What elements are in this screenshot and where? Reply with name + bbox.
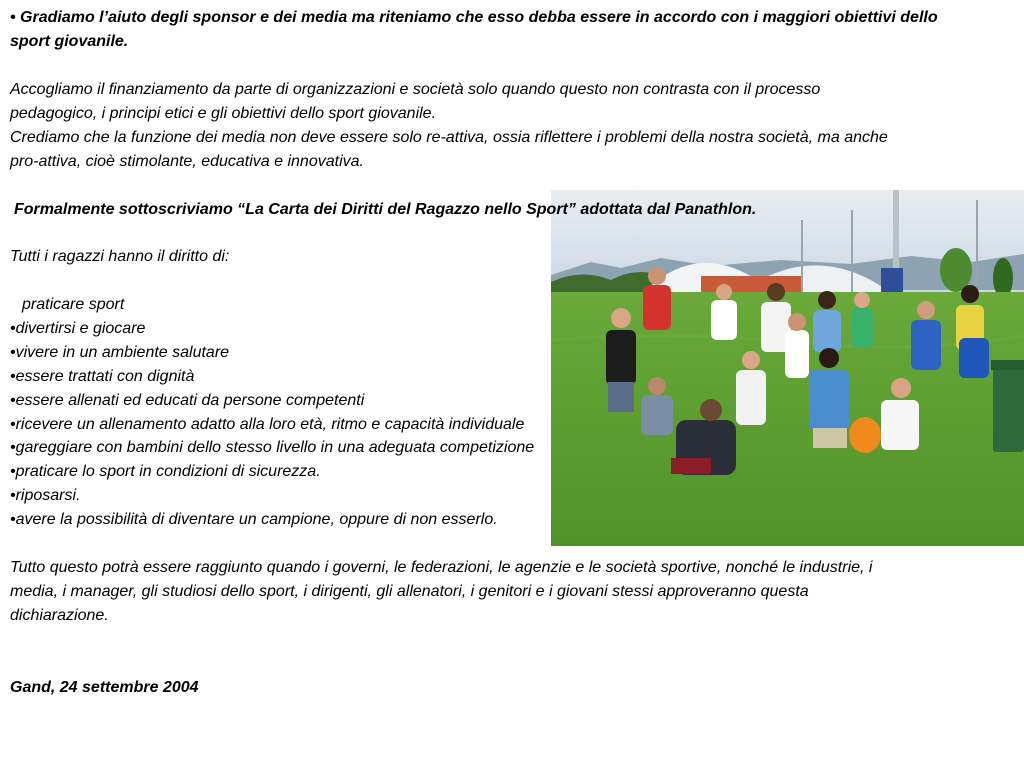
funding-paragraph-line-2: pedagogico, i principi etici e gli obiettivi dello sport giovanile. [10, 105, 437, 122]
rights-item: •ricevere un allenamento adatto alla loro età, ritmo e capacità individuale [10, 416, 525, 433]
rights-item: •avere la possibilità di diventare un campione, oppure di non esserlo. [10, 511, 498, 528]
conclusion-line-1: Tutto questo potrà essere raggiunto quando i governi, le federazioni, le agenzie e le società sportive, nonché le industrie, i [10, 559, 873, 576]
conclusion-line-2: media, i manager, gli studiosi dello sport, i dirigenti, gli allenatori, i genitori e i giovani stessi approveranno questa [10, 583, 809, 600]
signature-date: Gand, 24 settembre 2004 [10, 679, 199, 696]
rights-heading: Tutti i ragazzi hanno il diritto di: [10, 248, 230, 265]
rights-item: •gareggiare con bambini dello stesso livello in una adeguata competizione [10, 439, 535, 456]
group-photo-image [551, 190, 1024, 546]
intro-bold-line-2: sport giovanile. [10, 33, 129, 50]
rights-item: •essere allenati ed educati da persone competenti [10, 392, 365, 409]
rights-item: praticare sport [22, 296, 125, 313]
media-paragraph-line-2: pro-attiva, cioè stimolante, educativa e innovativa. [10, 153, 364, 170]
conclusion-line-3: dichiarazione. [10, 607, 109, 624]
rights-item: •praticare lo sport in condizioni di sicurezza. [10, 463, 321, 480]
intro-bold-line-1: • Gradiamo l’aiuto degli sponsor e dei media ma riteniamo che esso debba essere in accordo con i maggiori obiettivi dello [10, 9, 938, 26]
rights-item: •divertirsi e giocare [10, 320, 146, 337]
charter-statement: Formalmente sottoscriviamo “La Carta dei Diritti del Ragazzo nello Sport” adottata dal Panathlon. [14, 201, 757, 218]
media-paragraph-line-1: Crediamo che la funzione dei media non deve essere solo re-attiva, ossia riflettere i problemi della nostra società, ma anche [10, 129, 888, 146]
rights-item: •essere trattati con dignità [10, 368, 195, 385]
rights-item: •riposarsi. [10, 487, 81, 504]
group-photo [551, 190, 1024, 546]
funding-paragraph-line-1: Accogliamo il finanziamento da parte di organizzazioni e società solo quando questo non contrasta con il processo [10, 81, 821, 98]
rights-item: •vivere in un ambiente salutare [10, 344, 230, 361]
